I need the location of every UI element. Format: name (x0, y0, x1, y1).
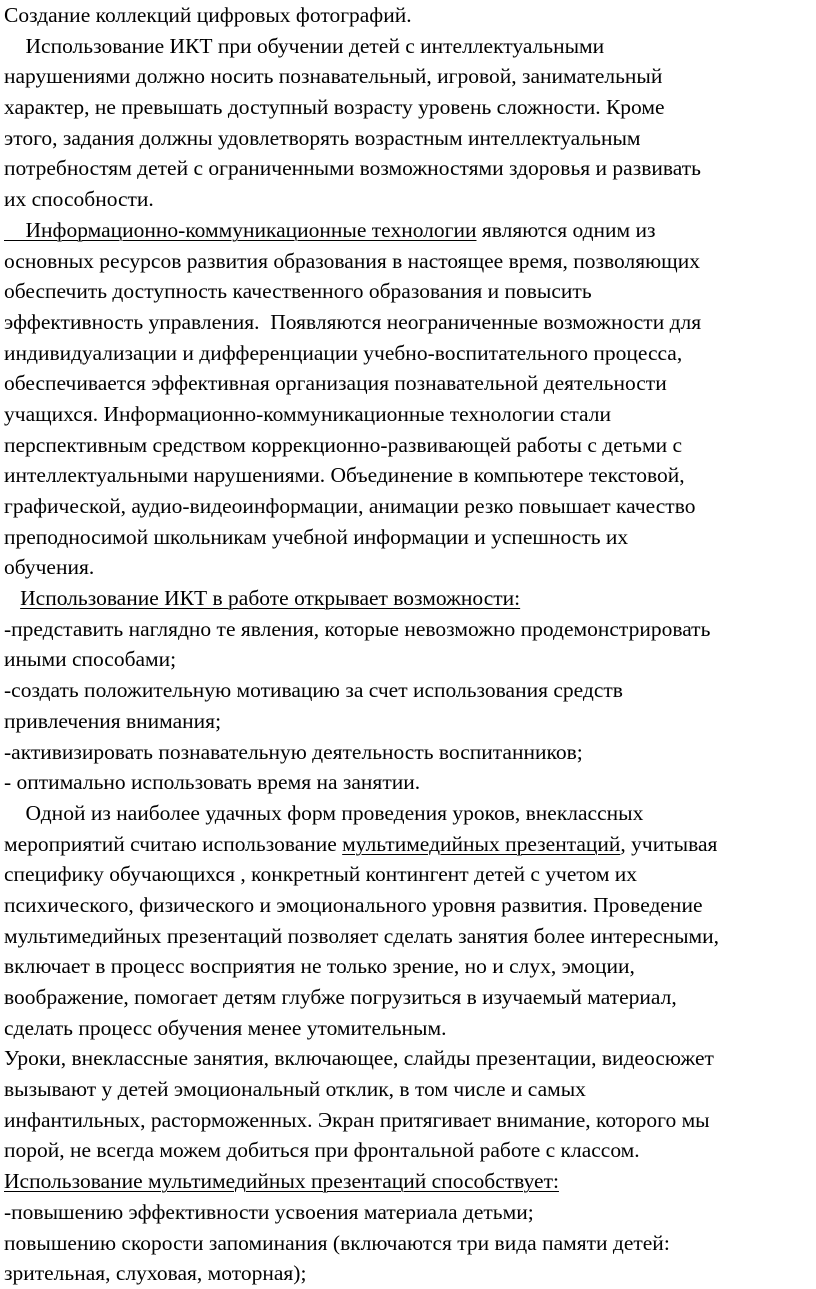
text-segment: инфантильных, расторможенных. Экран притягивает внимание, которого мы (4, 1107, 710, 1132)
text-line (4, 706, 814, 737)
text-line (4, 215, 814, 246)
text-line (4, 798, 814, 829)
text-line (4, 246, 814, 277)
text-segment: порой, не всегда можем добиться при фронтальной работе с классом. (4, 1138, 640, 1163)
text-line (4, 1013, 814, 1044)
text-line (4, 491, 814, 522)
text-line (4, 153, 814, 184)
text-line (4, 1105, 814, 1136)
text-segment: - оптимально использовать время на занятии. (4, 770, 421, 795)
text-segment: мультимедийных презентаций позволяет сделать занятия более интересными, (4, 923, 720, 948)
text-line (4, 982, 814, 1013)
text-segment: учащихся. Информационно-коммуникационные технологии стали (4, 401, 611, 426)
text-segment: обучения. (4, 555, 95, 580)
text-line (4, 737, 814, 768)
text-segment: психического, физического и эмоционального уровня развития. Проведение (4, 892, 703, 917)
text-segment: индивидуализации и дифференциации учебно-воспитательного процесса, (4, 340, 683, 365)
text-segment: Создание коллекций цифровых фотографий. (4, 3, 412, 27)
text-segment: Использование ИКТ при обучении детей с интеллектуальными (4, 33, 605, 58)
text-line (4, 767, 814, 798)
text-line (4, 1043, 814, 1074)
text-segment: Одной из наиболее удачных форм проведения уроков, внеклассных (4, 800, 644, 825)
text-segment: графической, аудио-видеоинформации, анимации резко повышает качество (4, 494, 696, 518)
text-line (4, 1197, 814, 1228)
text-line (4, 675, 814, 706)
text-line (4, 614, 814, 645)
text-line (4, 1074, 814, 1105)
text-line (4, 123, 814, 154)
text-segment: обеспечить доступность качественного образования и повысить (4, 279, 592, 304)
text-segment: перспективным средством коррекционно-развивающей работы с детьми с (4, 432, 683, 457)
text-line (4, 368, 814, 399)
text-line (4, 921, 814, 952)
text-segment: иными способами; (4, 647, 177, 672)
text-segment: специфику обучающихся , конкретный контингент детей с учетом их (4, 862, 638, 887)
text-line (4, 460, 814, 491)
text-line (4, 522, 814, 553)
text-line (4, 1258, 814, 1289)
text-segment: сделать процесс обучения менее утомительным. (4, 1015, 447, 1040)
text-segment: повышению скорости запоминания (включаются три вида памяти детей: (4, 1230, 670, 1255)
text-line (4, 1228, 814, 1259)
text-segment: воображение, помогает детям глубже погрузиться в изучаемый материал, (4, 985, 677, 1009)
underlined-text: Информационно-коммуникационные технологии (4, 217, 477, 242)
text-segment: их способности. (4, 187, 154, 212)
text-segment: являются одним из (476, 217, 656, 242)
text-segment: , учитывая (620, 831, 718, 856)
text-line (4, 0, 814, 31)
text-line (4, 307, 814, 338)
text-line (4, 92, 814, 123)
text-segment: потребностям детей с ограниченными возможностями здоровья и развивать (4, 156, 701, 181)
text-line (4, 399, 814, 430)
text-line (4, 61, 814, 92)
text-line (4, 859, 814, 890)
text-line (4, 552, 814, 583)
text-segment: нарушениями должно носить познавательный, игровой, занимательный (4, 64, 663, 89)
text-line (4, 951, 814, 982)
underlined-text: мультимедийных презентаций (342, 831, 621, 856)
text-segment: обеспечивается эффективная организация познавательной деятельности (4, 371, 667, 396)
text-segment: преподносимой школьникам учебной информации и успешность их (4, 524, 629, 549)
underlined-text: Использование мультимедийных презентаций способствует: (4, 1169, 559, 1194)
text-segment: вызывают у детей эмоциональный отклик, в том числе и самых (4, 1077, 586, 1102)
text-segment: зрительная, слуховая, моторная); (4, 1261, 307, 1286)
text-line (4, 1166, 814, 1197)
text-line (4, 184, 814, 215)
text-segment: -повышению эффективности усвоения материала детьми; (4, 1199, 534, 1224)
text-line (4, 31, 814, 62)
text-line (4, 890, 814, 921)
text-line (4, 338, 814, 369)
text-segment: привлечения внимания; (4, 708, 222, 733)
text-line (4, 644, 814, 675)
text-segment: мероприятий считаю использование (4, 831, 343, 856)
text-line (4, 276, 814, 307)
text-line (4, 430, 814, 461)
text-segment: -активизировать познавательную деятельность воспитанников; (4, 739, 583, 764)
text-segment (4, 586, 20, 610)
text-segment: интеллектуальными нарушениями. Объединение в компьютере текстовой, (4, 463, 685, 488)
text-segment: -представить наглядно те явления, которые невозможно продемонстрировать (4, 616, 711, 641)
document-page (4, 0, 814, 1289)
text-segment: включает в процесс восприятия не только зрение, но и слух, эмоции, (4, 954, 635, 979)
text-line (4, 1135, 814, 1166)
text-segment: характер, не превышать доступный возрасту уровень сложности. Кроме (4, 95, 665, 120)
underlined-text: Использование ИКТ в работе открывает возможности: (20, 586, 521, 611)
text-segment: этого, задания должны удовлетворять возрастным интеллектуальным (4, 125, 641, 150)
text-segment: основных ресурсов развития образования в настоящее время, позволяющих (4, 248, 700, 273)
text-line (4, 829, 814, 860)
text-segment: -создать положительную мотивацию за счет использования средств (4, 678, 623, 703)
text-segment: Уроки, внеклассные занятия, включающее, слайды презентации, видеосюжет (4, 1046, 714, 1071)
text-segment: эффективность управления. Появляются неограниченные возможности для (4, 309, 702, 334)
text-line (4, 583, 814, 614)
